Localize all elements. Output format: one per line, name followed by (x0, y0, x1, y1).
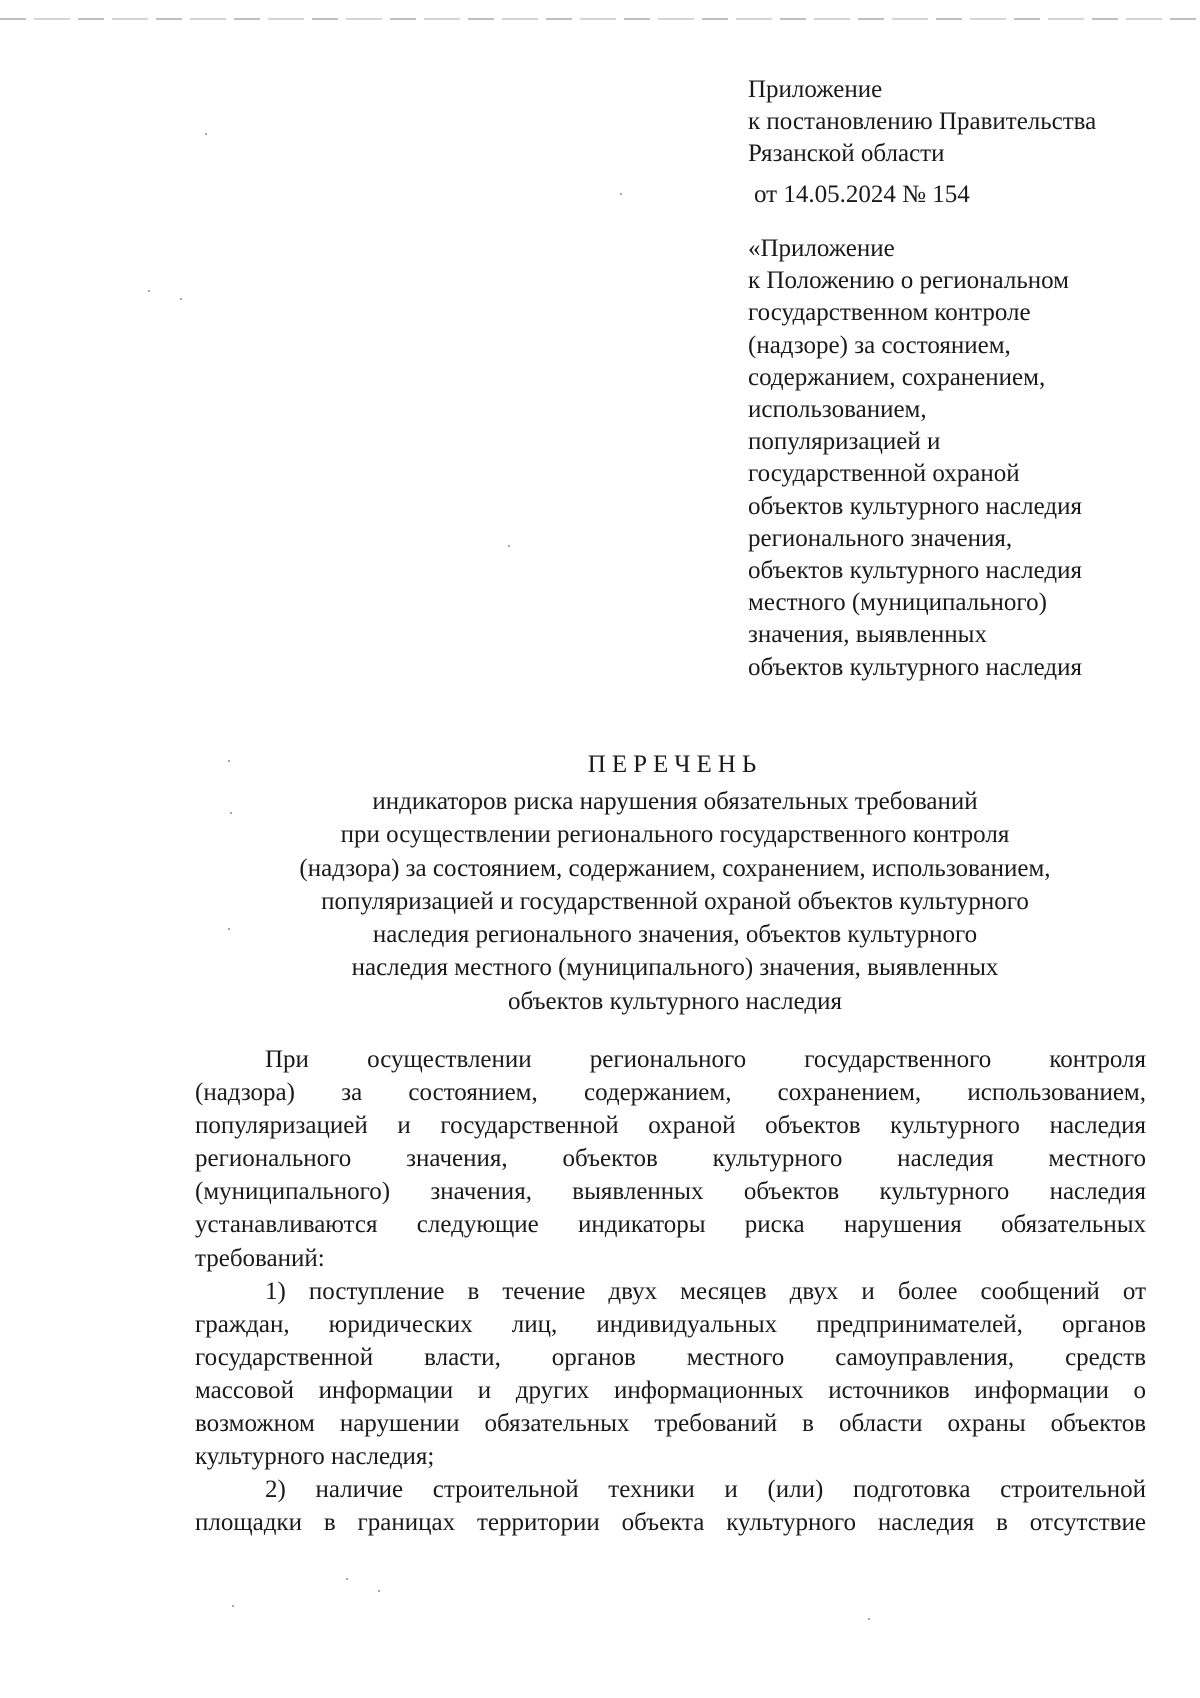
sub-appendix-line: объектов культурного наследия (748, 653, 1082, 681)
subtitle-line: при осуществлении регионального государственного контроля (340, 821, 1010, 849)
sub-appendix-line: местного (муниципального) (748, 589, 1047, 617)
subtitle-line: индикаторов риска нарушения обязательных требований (372, 788, 978, 815)
sub-appendix-line: «Приложение (748, 235, 895, 262)
appendix-line: к постановлению Правительства (748, 108, 1097, 135)
sub-appendix-line: (надзоре) за состоянием, (748, 331, 1011, 359)
sub-appendix-line: содержанием, сохранением, (748, 363, 1046, 391)
subtitle-line: наследия местного (муниципального) значения, выявленных (351, 954, 999, 982)
sub-appendix-header (748, 233, 1168, 684)
sub-appendix-line: к Положению о региональном (748, 267, 1069, 295)
scan-top-edge (0, 18, 1200, 20)
body-line: государственной власти, органов местного самоуправления, средств (195, 1343, 1146, 1371)
scan-speck (148, 290, 150, 292)
body-line: массовой информации и других информационных источников информации о (195, 1376, 1146, 1404)
body-line: регионального значения, объектов культурного наследия местного (195, 1145, 1146, 1173)
body-line: популяризацией и государственной охраной объектов культурного наследия (195, 1112, 1146, 1140)
scan-speck (232, 1605, 234, 1607)
document-title (0, 750, 1200, 780)
scan-speck (205, 133, 207, 135)
body-line: 1) поступление в течение двух месяцев двух и более сообщений от (265, 1277, 1146, 1305)
intro-paragraph (195, 1043, 1146, 1275)
appendix-header (748, 74, 1168, 684)
body-line: культурного наследия; (195, 1443, 435, 1471)
document-body (195, 1043, 1146, 1539)
sub-appendix-line: значения, выявленных (748, 621, 987, 649)
body-line: граждан, юридических лиц, индивидуальных предпринимателей, органов (195, 1310, 1146, 1338)
subtitle-line: (надзора) за состоянием, содержанием, сохранением, использованием, (299, 854, 1051, 882)
body-line: возможном нарушении обязательных требований в области охраны объектов (195, 1410, 1146, 1438)
sub-appendix-line: государственной охраной (748, 460, 1020, 488)
sub-appendix-line: объектов культурного наследия (748, 557, 1082, 585)
list-item-1 (195, 1275, 1146, 1474)
document-subtitle (190, 785, 1160, 1018)
scan-speck (620, 193, 622, 195)
sub-appendix-line: популяризацией и (748, 428, 941, 456)
scan-speck (378, 1590, 380, 1592)
appendix-date: от 14.05.2024 № 154 (754, 181, 970, 208)
body-line: (надзора) за состоянием, содержанием, сохранением, использованием, (195, 1079, 1146, 1107)
body-line: площадки в границах территории объекта культурного наследия в отсутствие (195, 1509, 1146, 1537)
scan-speck (508, 545, 510, 547)
sub-appendix-line: использованием, (748, 396, 927, 424)
body-line: При осуществлении регионального государственного контроля (265, 1046, 1146, 1073)
subtitle-line: наследия регионального значения, объектов культурного (372, 921, 978, 949)
scan-speck (868, 1618, 870, 1620)
appendix-line: Приложение (748, 76, 883, 103)
sub-appendix-line: государственном контроле (748, 299, 1031, 327)
list-item-2 (195, 1473, 1146, 1539)
body-line: устанавливаются следующие индикаторы риска нарушения обязательных (195, 1211, 1146, 1239)
document-title-text: ПЕРЕЧЕНЬ (587, 751, 763, 778)
scan-speck (346, 1578, 348, 1580)
subtitle-line: популяризацией и государственной охраной объектов культурного (321, 887, 1029, 915)
sub-appendix-line: регионального значения, (748, 524, 1013, 552)
subtitle-line: объектов культурного наследия (508, 987, 842, 1015)
body-line: (муниципального) значения, выявленных объектов культурного наследия (195, 1178, 1146, 1206)
scan-speck (180, 298, 182, 300)
body-line: требований: (195, 1244, 325, 1272)
sub-appendix-line: объектов культурного наследия (748, 492, 1082, 520)
appendix-line: Рязанской области (748, 140, 945, 167)
body-line: 2) наличие строительной техники и (или) подготовка строительной (265, 1476, 1146, 1504)
